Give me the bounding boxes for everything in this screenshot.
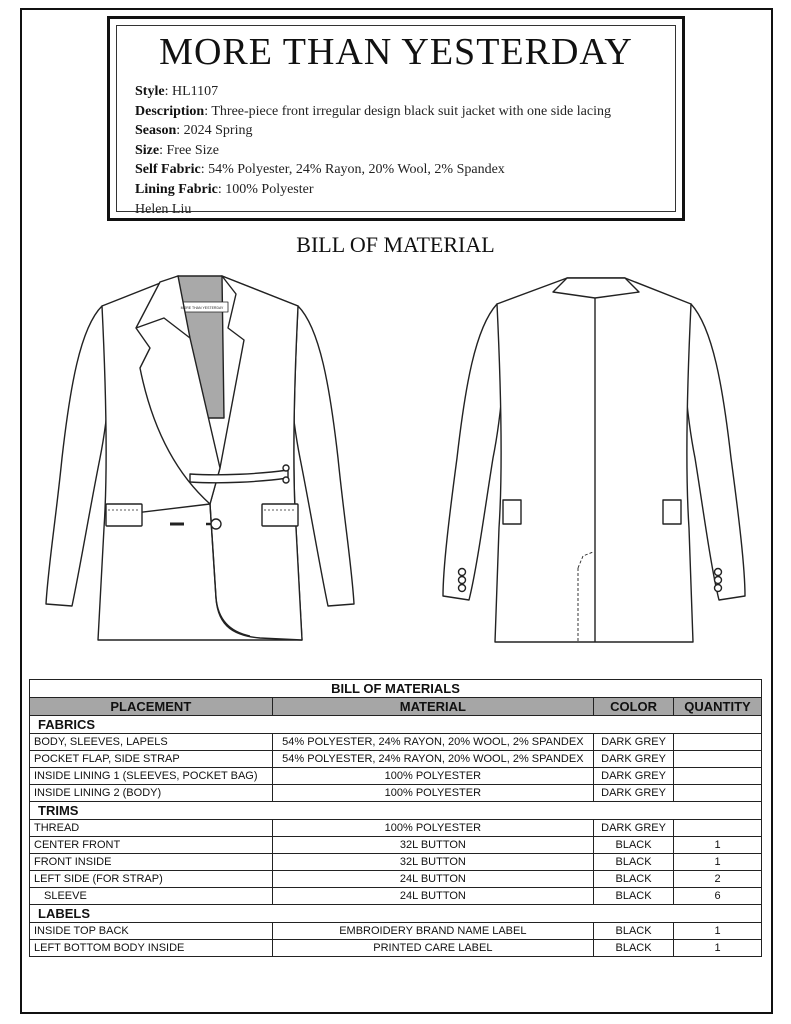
header-box bbox=[107, 16, 685, 221]
section-row bbox=[30, 905, 762, 923]
cell-color: DARK GREY bbox=[594, 785, 674, 802]
spec-value: : 100% Polyester bbox=[217, 181, 314, 197]
spec-list bbox=[135, 82, 611, 219]
cell-material: 24L BUTTON bbox=[272, 871, 593, 888]
cell-material: 100% POLYESTER bbox=[272, 820, 593, 837]
cell-placement: THREAD bbox=[30, 820, 273, 837]
cell-color: BLACK bbox=[594, 940, 674, 957]
inside-brand-label-text: MORE THAN YESTERDAY bbox=[180, 306, 224, 310]
spec-label: Lining Fabric bbox=[135, 181, 218, 197]
bom-table bbox=[29, 679, 762, 957]
cell-quantity bbox=[674, 751, 762, 768]
table-title-row bbox=[30, 680, 762, 698]
front-jacket-sketch bbox=[40, 268, 360, 653]
cell-material: 32L BUTTON bbox=[272, 837, 593, 854]
back-jacket-sketch bbox=[435, 268, 755, 653]
cell-placement: FRONT INSIDE bbox=[30, 854, 273, 871]
cell-color: BLACK bbox=[594, 888, 674, 905]
cell-quantity bbox=[674, 734, 762, 751]
cell-quantity bbox=[674, 768, 762, 785]
cell-quantity: 1 bbox=[674, 854, 762, 871]
cell-material: 54% POLYESTER, 24% RAYON, 20% WOOL, 2% SPANDEX bbox=[272, 734, 593, 751]
cell-color: DARK GREY bbox=[594, 768, 674, 785]
spec-style bbox=[135, 82, 611, 102]
section-row bbox=[30, 802, 762, 820]
cell-placement: LEFT BOTTOM BODY INSIDE bbox=[30, 940, 273, 957]
cell-quantity: 1 bbox=[674, 923, 762, 940]
table-row bbox=[30, 820, 762, 837]
cell-quantity bbox=[674, 785, 762, 802]
cell-color: BLACK bbox=[594, 837, 674, 854]
cell-color: DARK GREY bbox=[594, 820, 674, 837]
cell-material: 100% POLYESTER bbox=[272, 785, 593, 802]
spec-value: : 54% Polyester, 24% Rayon, 20% Wool, 2% Spandex bbox=[200, 162, 505, 178]
table-row bbox=[30, 734, 762, 751]
cell-quantity: 2 bbox=[674, 871, 762, 888]
table-row bbox=[30, 871, 762, 888]
cell-material: PRINTED CARE LABEL bbox=[272, 940, 593, 957]
spec-size bbox=[135, 141, 611, 161]
spec-value: : 2024 Spring bbox=[176, 123, 253, 139]
cell-quantity: 1 bbox=[674, 837, 762, 854]
cell-color: BLACK bbox=[594, 854, 674, 871]
cell-placement: LEFT SIDE (FOR STRAP) bbox=[30, 871, 273, 888]
cell-material: 32L BUTTON bbox=[272, 854, 593, 871]
bom-heading: BILL OF MATERIAL bbox=[296, 232, 495, 257]
column-header-quantity: QUANTITY bbox=[674, 698, 762, 716]
spec-value: : HL1107 bbox=[164, 84, 219, 99]
cell-material: 100% POLYESTER bbox=[272, 768, 593, 785]
cell-color: BLACK bbox=[594, 923, 674, 940]
header-inner-border bbox=[116, 25, 676, 217]
cell-placement: INSIDE LINING 2 (BODY) bbox=[30, 785, 273, 802]
table-row bbox=[30, 768, 762, 785]
column-header-material: MATERIAL bbox=[272, 698, 593, 716]
brand-title: MORE THAN YESTERDAY bbox=[159, 31, 633, 73]
designer-name: Helen Liu bbox=[135, 201, 192, 217]
cell-material: 54% POLYESTER, 24% RAYON, 20% WOOL, 2% SPANDEX bbox=[272, 751, 593, 768]
column-header-placement: PLACEMENT bbox=[30, 698, 273, 716]
section-fabrics: FABRICS bbox=[30, 716, 762, 734]
section-labels: LABELS bbox=[30, 905, 762, 923]
table-row bbox=[30, 940, 762, 957]
table-header-row bbox=[30, 698, 762, 716]
spec-label: Style bbox=[135, 84, 165, 99]
cell-color: DARK GREY bbox=[594, 751, 674, 768]
cell-placement: CENTER FRONT bbox=[30, 837, 273, 854]
section-row bbox=[30, 716, 762, 734]
spec-label: Self Fabric bbox=[135, 162, 201, 178]
spec-season bbox=[135, 121, 611, 141]
spec-label: Description bbox=[135, 103, 205, 119]
cell-placement: BODY, SLEEVES, LAPELS bbox=[30, 734, 273, 751]
table-title: BILL OF MATERIALS bbox=[30, 680, 762, 698]
table-row bbox=[30, 854, 762, 871]
spec-self-fabric bbox=[135, 160, 611, 180]
spec-label: Size bbox=[135, 142, 160, 158]
cell-placement: INSIDE TOP BACK bbox=[30, 923, 273, 940]
table-row bbox=[30, 837, 762, 854]
cell-material: 24L BUTTON bbox=[272, 888, 593, 905]
table-row bbox=[30, 923, 762, 940]
cell-placement: POCKET FLAP, SIDE STRAP bbox=[30, 751, 273, 768]
cell-placement: INSIDE LINING 1 (SLEEVES, POCKET BAG) bbox=[30, 768, 273, 785]
cell-material: EMBROIDERY BRAND NAME LABEL bbox=[272, 923, 593, 940]
table-row bbox=[30, 751, 762, 768]
cell-quantity: 6 bbox=[674, 888, 762, 905]
cell-color: BLACK bbox=[594, 871, 674, 888]
table-row bbox=[30, 888, 762, 905]
cell-placement: SLEEVE bbox=[30, 888, 273, 905]
cell-quantity bbox=[674, 820, 762, 837]
cell-quantity: 1 bbox=[674, 940, 762, 957]
spec-lining-fabric bbox=[135, 180, 611, 200]
cell-color: DARK GREY bbox=[594, 734, 674, 751]
column-header-color: COLOR bbox=[594, 698, 674, 716]
section-trims: TRIMS bbox=[30, 802, 762, 820]
spec-description bbox=[135, 102, 611, 122]
spec-value: : Three-piece front irregular design black suit jacket with one side lacing bbox=[204, 103, 611, 119]
table-row bbox=[30, 785, 762, 802]
spec-value: : Free Size bbox=[159, 142, 219, 158]
spec-label: Season bbox=[135, 123, 177, 139]
